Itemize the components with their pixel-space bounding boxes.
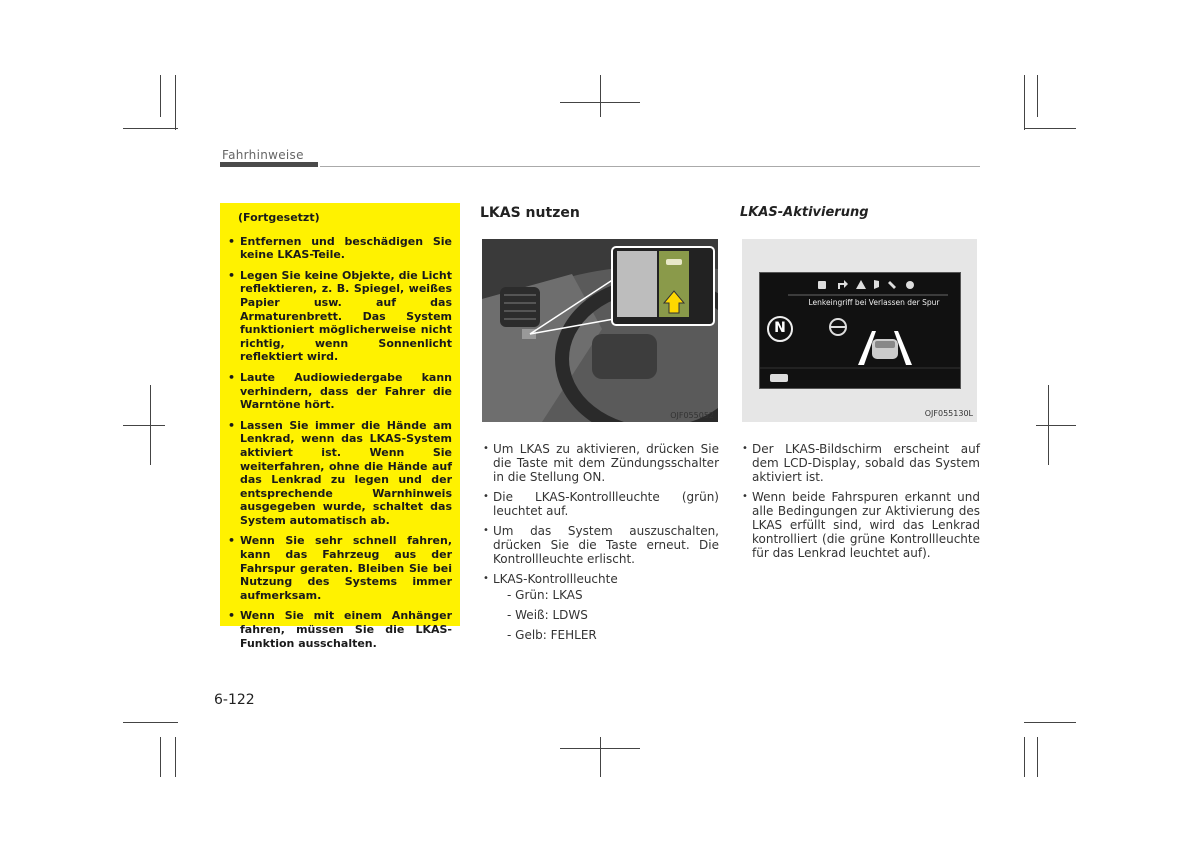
right-body (741, 442, 980, 566)
figure-dashboard (482, 239, 718, 422)
section-title-lkas-aktivierung: LKAS-Aktivierung (740, 205, 869, 220)
sub-item: - Grün: LKAS (507, 588, 583, 602)
running-header: Fahrhinweise (222, 148, 304, 162)
header-bar (220, 162, 318, 167)
figure-code: OJF055052 (670, 411, 714, 420)
warning-item: • Wenn Sie sehr schnell fahren, kann das Fahrzeug aus der Fahrspur geraten. Bleiben Sie bei Nutzung des Systems immer aufmerksam. (228, 534, 452, 602)
figure-code: OJF055130L (924, 409, 973, 418)
warning-item: • Wenn Sie mit einem Anhänger fahren, müssen Sie die LKAS-Funktion ausschalten. (228, 609, 452, 650)
sub-list (493, 588, 719, 642)
warning-item: • Lassen Sie immer die Hände am Lenkrad, wenn das LKAS-System aktiviert ist. Wenn Sie weiterfahren, ohne die Hände auf das Lenkrad zu legen und der entsprechende Warnhinweis ausgegeben wurde, schaltet das System automatisch ab. (228, 419, 452, 528)
lcd-display (759, 272, 961, 389)
list-item: • Um das System auszuschalten, drücken Sie die Taste erneut. Die Kontrollleuchte erlischt. (482, 524, 719, 566)
lcd-message: Lenkeingriff bei Verlassen der Spur (808, 298, 940, 307)
warning-head: (Fortgesetzt) (238, 211, 320, 224)
list-item-label: LKAS-Kontrollleuchte (493, 572, 618, 586)
section-title-lkas-nutzen: LKAS nutzen (480, 205, 580, 221)
warning-item: • Laute Audiowiedergabe kann verhindern, dass der Fahrer die Warntöne hört. (228, 371, 452, 412)
gear-indicator: N (774, 320, 786, 336)
list-item: • Wenn beide Fahrspuren erkannt und alle Bedingungen zur Aktivierung des LKAS erfüllt sind, wird das Lenkrad kontrolliert (die grüne Kontrollleuchte für das Lenkrad leuchtet auf). (741, 490, 980, 560)
header-rule (320, 166, 980, 167)
warning-item: • Entfernen und beschädigen Sie keine LKAS-Teile. (228, 235, 452, 262)
list-item: • Um LKAS zu aktivieren, drücken Sie die Taste mit dem Zündungsschalter in die Stellung ON. (482, 442, 719, 484)
sub-item: - Weiß: LDWS (507, 608, 588, 622)
warning-item: • Legen Sie keine Objekte, die Licht reflektieren, z. B. Spiegel, weißes Papier usw. auf das Armaturenbrett. Das System funktioniert möglicherweise nicht richtig, wenn Sonnenlicht reflektiert wird. (228, 269, 452, 364)
dashboard-illustration (482, 239, 718, 422)
warning-box (220, 203, 460, 650)
middle-body (482, 442, 719, 648)
warning-list (228, 235, 452, 651)
sub-item: - Gelb: FEHLER (507, 628, 597, 642)
list-item (482, 572, 719, 642)
list-item: • Der LKAS-Bildschirm erscheint auf dem LCD-Display, sobald das System aktiviert ist. (741, 442, 980, 484)
page-number: 6-122 (214, 692, 255, 708)
figure-cluster-display (742, 239, 977, 422)
list-item: • Die LKAS-Kontrollleuchte (grün) leuchtet auf. (482, 490, 719, 518)
